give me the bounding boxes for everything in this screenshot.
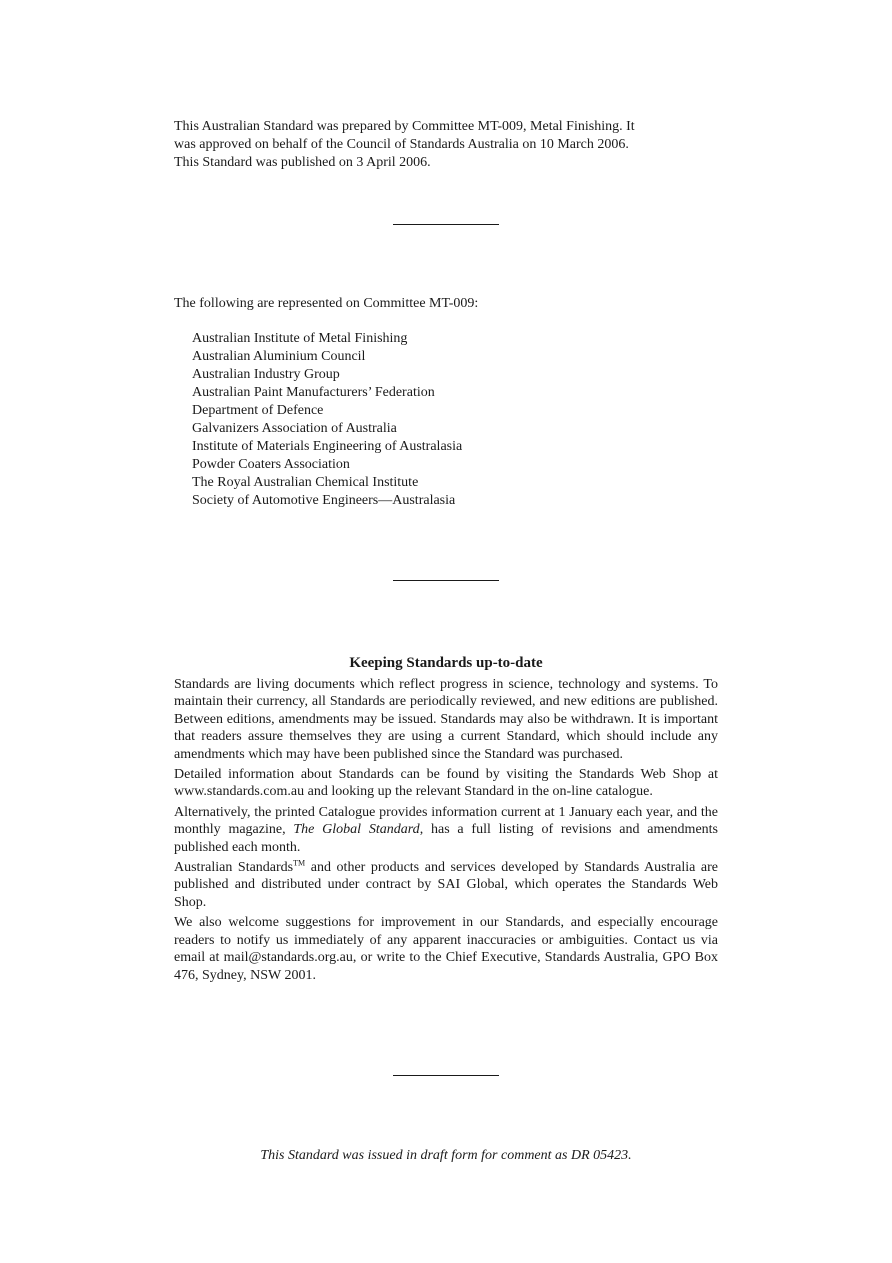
publication-notice-line: This Standard was published on 3 April 2006. (174, 155, 431, 170)
committee-member: Australian Institute of Metal Finishing (192, 331, 408, 346)
trademark-mark: TM (293, 858, 306, 868)
committee-member: The Royal Australian Chemical Institute (192, 475, 419, 490)
publication-notice (174, 118, 718, 172)
catalogue-text-end: , has a full listing of revisions and amendments published each month. (174, 822, 719, 855)
committee-heading: The following are represented on Committee MT-009: (174, 296, 479, 311)
committee-member: Society of Automotive Engineers—Australasia (192, 493, 456, 508)
keeping-paragraph-sai-global (174, 859, 718, 911)
committee-member: Galvanizers Association of Australia (192, 421, 397, 436)
keeping-standards-title: Keeping Standards up-to-date (349, 655, 543, 671)
committee-member: Department of Defence (192, 403, 324, 418)
committee-member-list (192, 330, 462, 510)
committee-member: Australian Aluminium Council (192, 349, 366, 364)
publication-notice-line: This Australian Standard was prepared by Committee MT-009, Metal Finishing. It (174, 119, 635, 134)
catalogue-text-start: Alternatively, the printed Catalogue provides information current at 1 January each year, and the monthly magazine, (174, 804, 718, 838)
committee-member: Australian Industry Group (192, 367, 340, 382)
section-divider (393, 224, 499, 225)
committee-member: Australian Paint Manufacturers’ Federation (192, 385, 435, 400)
keeping-standards-body (174, 676, 718, 987)
keeping-paragraph-catalogue (174, 804, 718, 856)
section-divider (393, 1075, 499, 1076)
draft-note: This Standard was issued in draft form for comment as DR 05423. (260, 1148, 632, 1163)
section-divider (393, 580, 499, 581)
keeping-paragraph-living-documents: Standards are living documents which reflect progress in science, technology and systems. To maintain their currency, all Standards are periodically reviewed, and new editions are published. Between editions, amendments may be issued. Standards may also be withdrawn. It is important that readers assure themselves they are using a current Standard, which should include any amendments which may have been published since the Standard was purchased. (174, 677, 718, 762)
committee-member: Powder Coaters Association (192, 457, 350, 472)
committee-member: Institute of Materials Engineering of Australasia (192, 439, 463, 454)
keeping-paragraph-feedback: We also welcome suggestions for improvement in our Standards, and especially encourage readers to notify us immediately of any apparent inaccuracies or ambiguities. Contact us via email at mail@standards.org.au, or write to the Chief Executive, Standards Australia, GPO Box 476, Sydney, NSW 2001. (174, 915, 718, 983)
keeping-paragraph-web-shop: Detailed information about Standards can be found by visiting the Standards Web Shop at www.standards.com.au and looking up the relevant Standard in the on-line catalogue. (174, 767, 718, 800)
publication-notice-line: was approved on behalf of the Council of Standards Australia on 10 March 2006. (174, 137, 629, 152)
australian-standards-text: Australian Standards (174, 860, 294, 876)
sai-global-text: and other products and services developed by Standards Australia are published and distributed under contract by SAI Global, which operates the Standards Web Shop. (174, 860, 718, 910)
magazine-title: The Global Standard (293, 822, 420, 838)
